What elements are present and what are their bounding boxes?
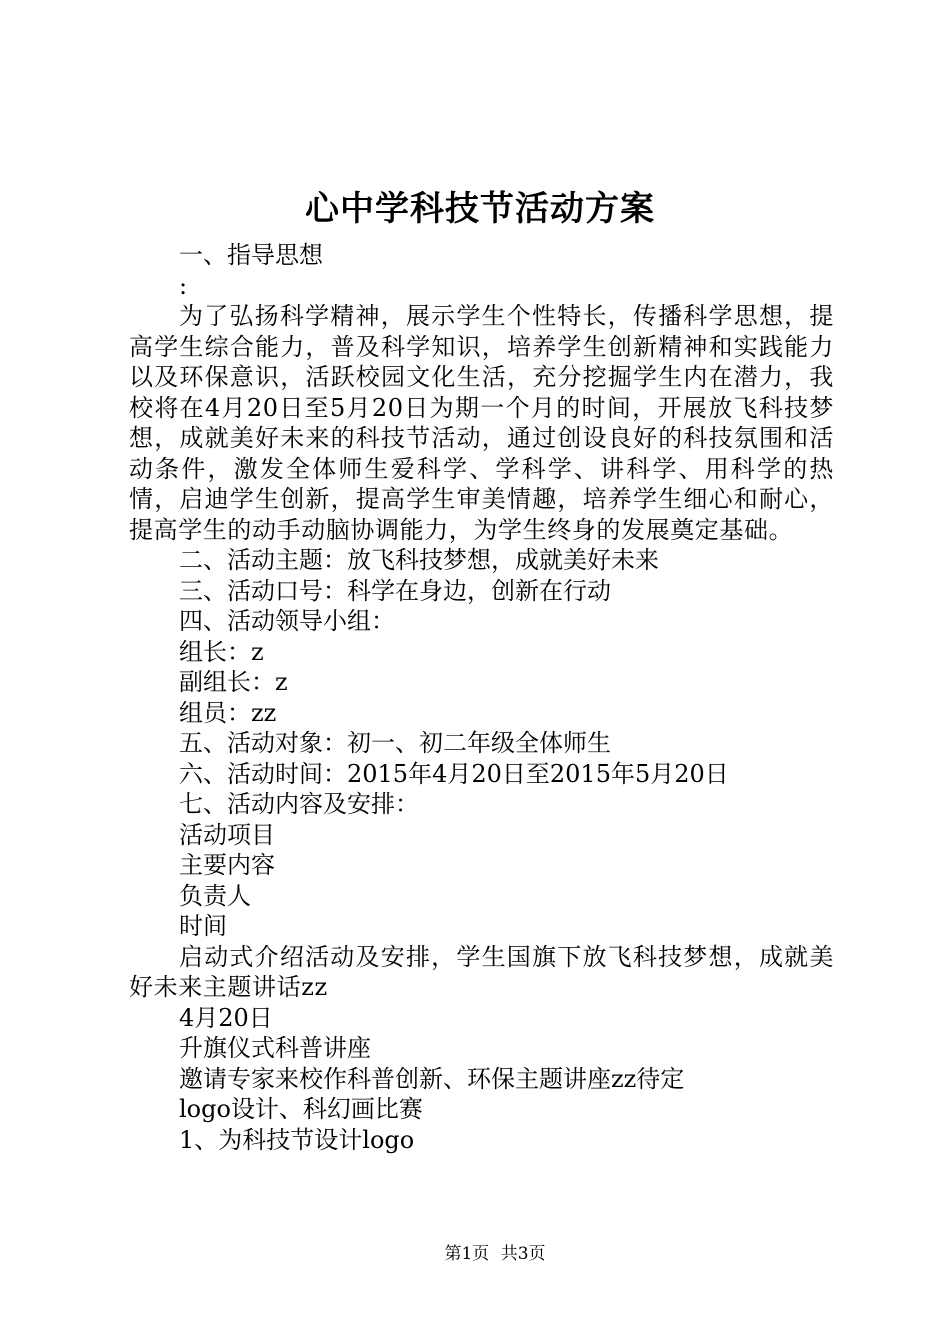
- document-title: 心中学科技节活动方案: [305, 189, 655, 229]
- document-body: [129, 240, 834, 1155]
- page-number: 第1页: [444, 1244, 490, 1264]
- text-paragraph: 启动式介绍活动及安排，学生国旗下放飞科技梦想，成就美好未来主题讲话zz: [129, 942, 834, 1001]
- text-paragraph: 为了弘扬科学精神，展示学生个性特长，传播科学思想，提高学生综合能力，普及科学知识，培养学生创新精神和实践能力以及环保意识，活跃校园文化生活，充分挖掘学生内在潜力，我校将在4月20日至5月20日为期一个月的时间，开展放飞科技梦想，成就美好未来的科技节活动，通过创设良好的科技氛围和活动条件，激发全体师生爱科学、学科学、讲科学、用科学的热情，启迪学生创新，提高学生审美情趣，培养学生细心和耐心，提高学生的动手动脑协调能力，为学生终身的发展奠定基础。: [129, 302, 834, 544]
- text-line: 一、指导思想: [179, 241, 323, 269]
- text-line: 时间: [179, 912, 227, 940]
- text-line: 邀请专家来校作科普创新、环保主题讲座zz待定: [179, 1064, 685, 1093]
- text-line: 组员：zz: [179, 698, 277, 727]
- text-line: 4月20日: [179, 1003, 273, 1032]
- text-line: 七、活动内容及安排：: [179, 790, 419, 818]
- text-line: logo设计、科幻画比赛: [179, 1095, 423, 1123]
- text-line: 组长：z: [179, 637, 264, 666]
- text-line: 活动项目: [179, 820, 275, 849]
- text-line: 副组长：z: [179, 668, 288, 696]
- text-line: 三、活动口号：科学在身边，创新在行动: [179, 576, 611, 605]
- text-line: 1、为科技节设计logo: [179, 1125, 415, 1154]
- text-line: 主要内容: [179, 851, 275, 879]
- page-total: 共3页: [500, 1244, 546, 1264]
- text-line: 五、活动对象：初一、初二年级全体师生: [179, 729, 611, 757]
- text-line: 四、活动领导小组：: [179, 607, 395, 635]
- text-line: 六、活动时间：2015年4月20日至2015年5月20日: [179, 759, 729, 788]
- text-line: :: [179, 271, 188, 300]
- text-line: 二、活动主题：放飞科技梦想，成就美好未来: [179, 546, 659, 574]
- text-line: 负责人: [179, 881, 251, 910]
- text-line: 升旗仪式科普讲座: [179, 1034, 371, 1062]
- page-footer: [0, 1242, 950, 1266]
